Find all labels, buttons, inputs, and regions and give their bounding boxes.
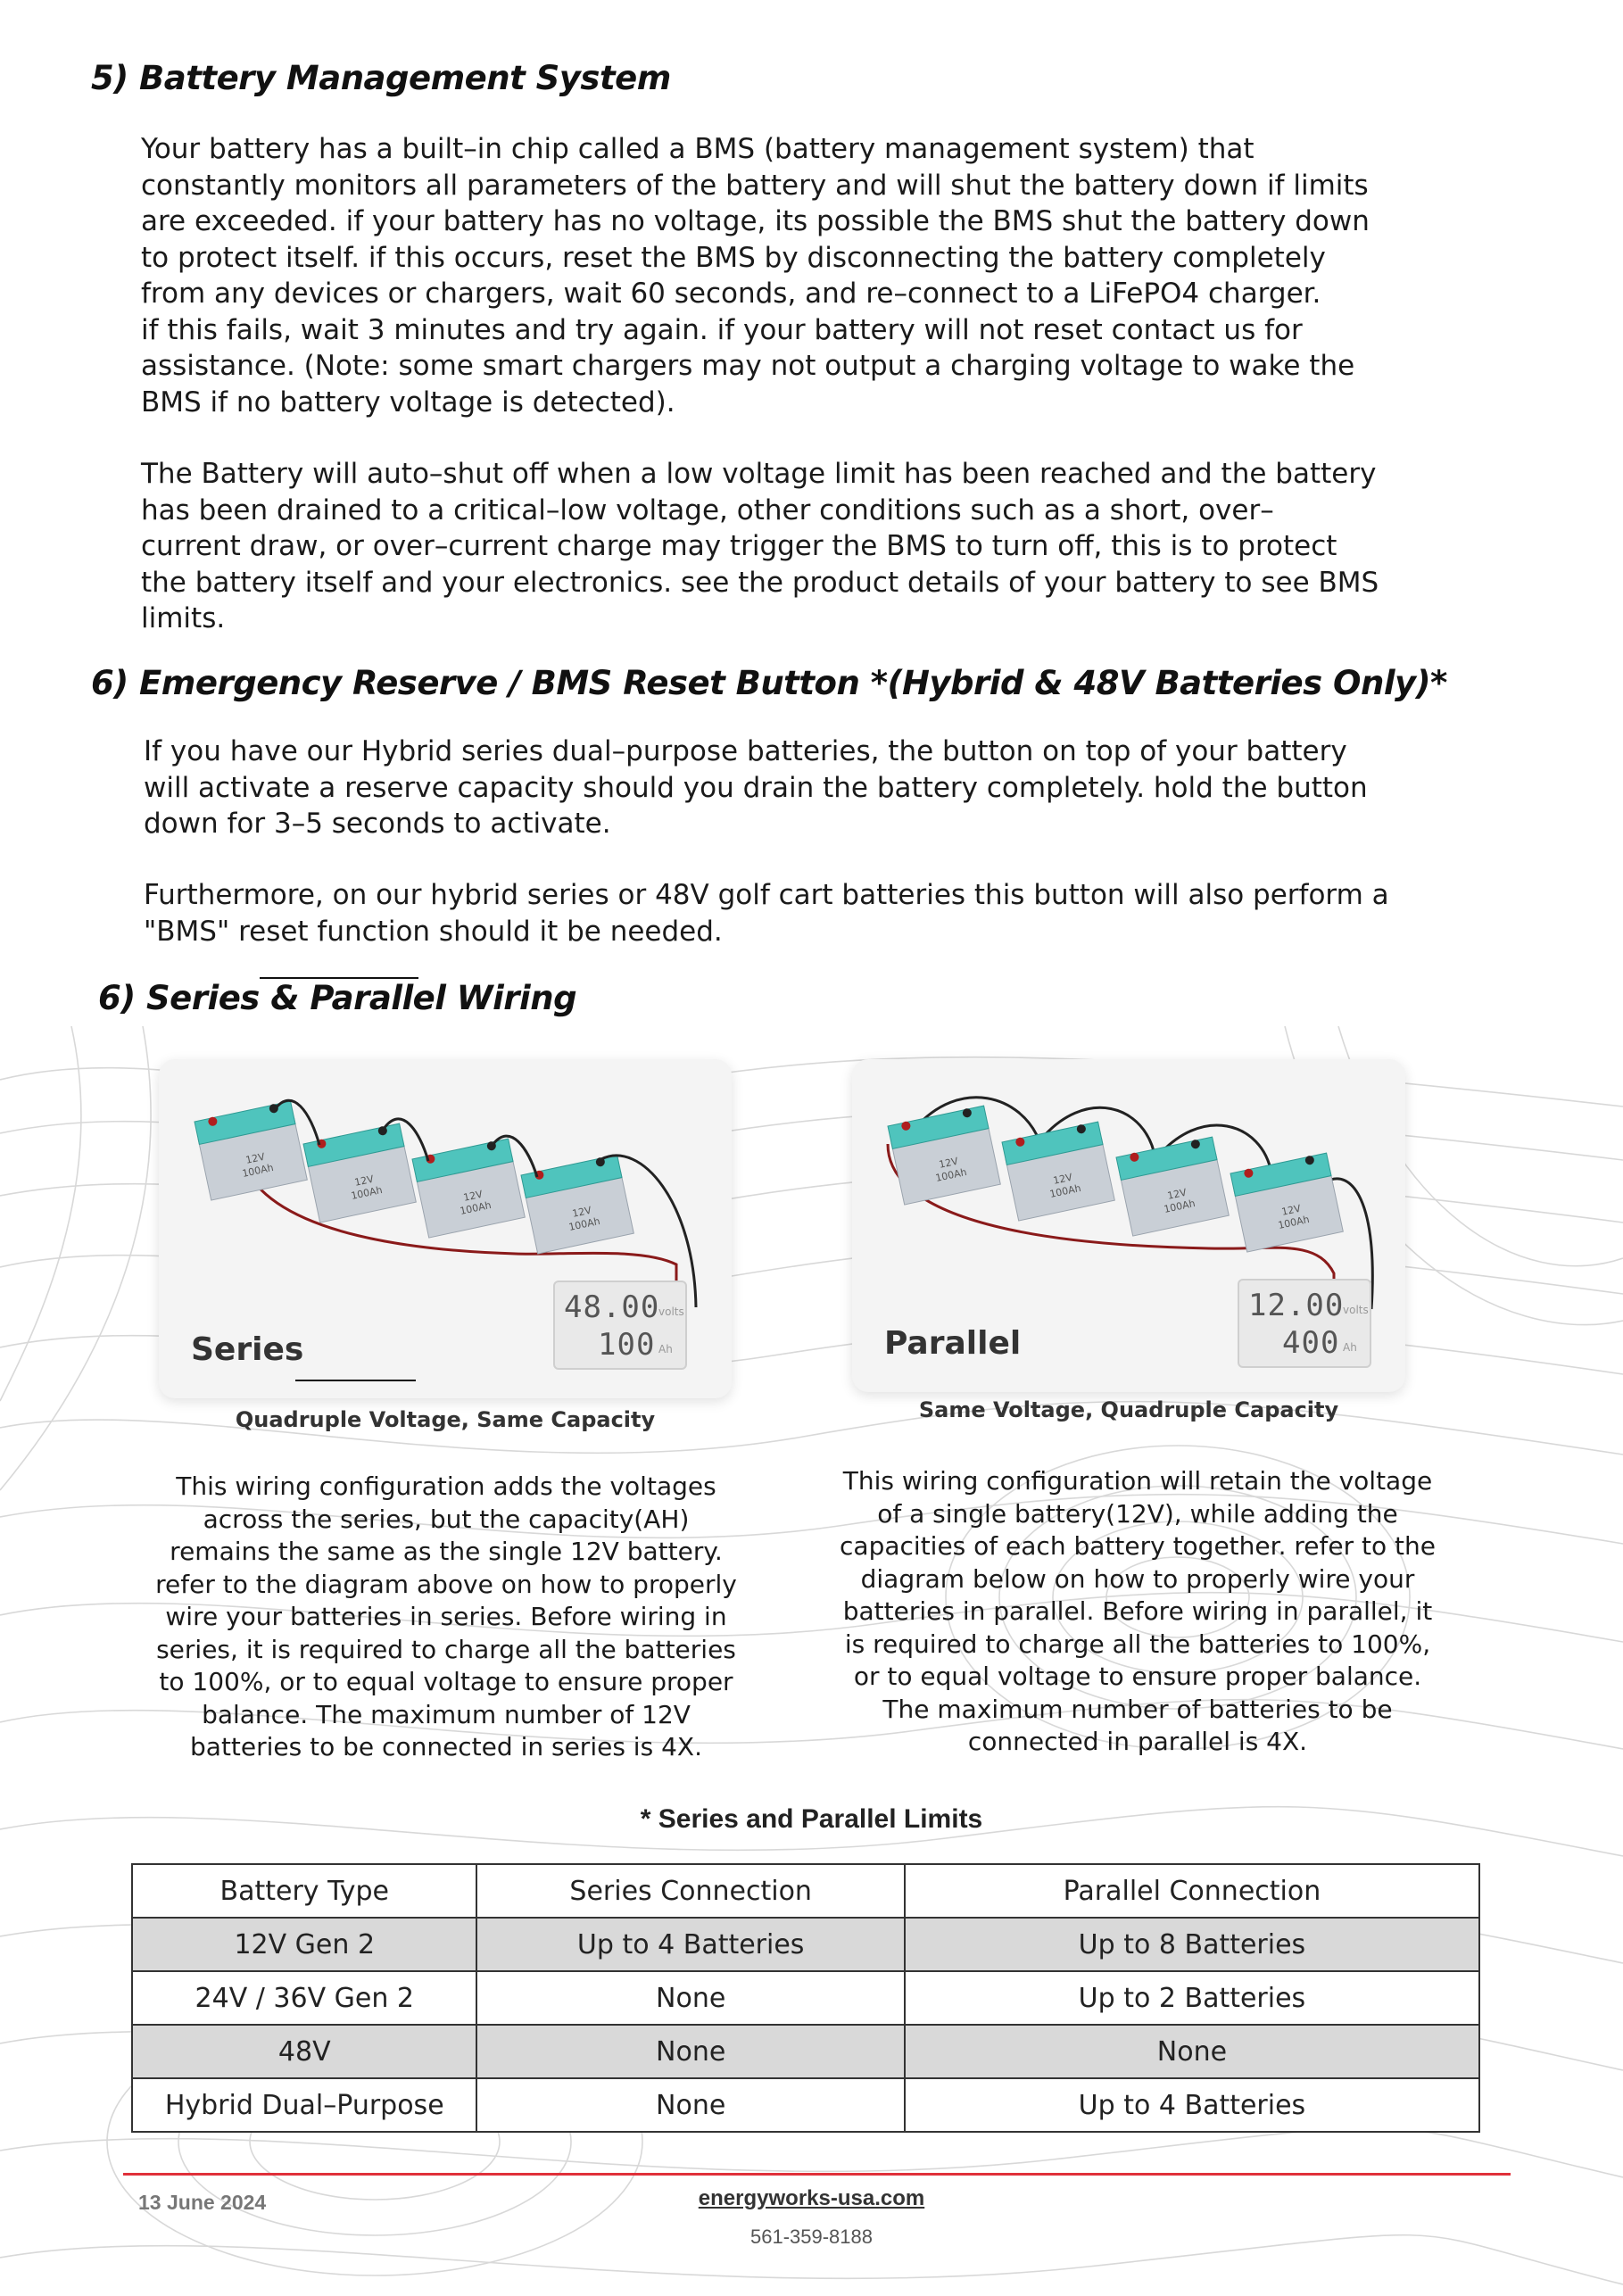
reserve-paragraph-1: If you have our Hybrid series dual–purpose batteries, the button on top of your battery will activate a reserve capacity should you drain the battery completely. hold the button down for 3–5 seconds to activate. [144,735,1368,840]
cell-parallel: Up to 2 Batteries [905,1971,1479,2025]
header-series: Series Connection [476,1864,904,1918]
series-meter-ah-unit: Ah [658,1343,673,1355]
battery-2-voltage: 12V [353,1173,375,1189]
section-6-wiring-heading: 6) Series & Parallel Wiring [98,979,577,1017]
parallel-description: This wiring configuration will retain the voltage of a single battery(12V), while adding the capacities of each battery together. refer to the diagram below on how to properly wire your batteries in parallel. Before wiring in parallel, it is required to charge all the batteries to 100%, or to equal voltage to ensure proper balance. The maximum number of batteries to be connected in parallel is 4X. [840,1466,1436,1756]
battery-1-voltage: 12V [244,1150,266,1166]
table-header-row [132,1864,1479,1918]
p-battery-4 [1230,1152,1344,1252]
p-battery-3-voltage: 12V [1166,1186,1188,1202]
table-row [132,2025,1479,2078]
parallel-caption: Same Voltage, Quadruple Capacity [918,1397,1339,1422]
cell-type: Hybrid Dual–Purpose [132,2078,476,2132]
p-battery-1 [888,1105,1001,1205]
parallel-meter-ah-unit: Ah [1343,1341,1357,1354]
p-battery-4-capacity: 100Ah [1277,1213,1311,1231]
limits-table [131,1863,1480,2133]
p-battery-1-voltage: 12V [938,1155,959,1171]
p-battery-2-capacity: 100Ah [1048,1181,1082,1200]
p-battery-3 [1116,1136,1230,1236]
battery-3-capacity: 100Ah [459,1198,493,1217]
series-label: Series [191,1331,304,1368]
p-battery-1-capacity: 100Ah [934,1165,968,1184]
footer-divider [123,2173,1511,2176]
cell-type: 12V Gen 2 [132,1918,476,1971]
battery-4 [521,1154,634,1254]
battery-2 [303,1123,417,1223]
battery-3 [412,1138,526,1238]
battery-2-capacity: 100Ah [350,1183,384,1202]
table-row [132,1971,1479,2025]
battery-4-voltage: 12V [571,1204,592,1220]
series-caption: Quadruple Voltage, Same Capacity [235,1407,656,1432]
section-6-reserve-heading: 6) Emergency Reserve / BMS Reset Button *(Hybrid & 48V Batteries Only)* [91,664,1447,702]
battery-4-capacity: 100Ah [567,1214,601,1233]
cell-series: None [476,1971,904,2025]
series-meter-volts-unit: volts [658,1305,684,1318]
footer-date: 13 June 2024 [138,2191,267,2214]
series-description: This wiring configuration adds the voltages across the series, but the capacity(AH) remains the same as the single 12V battery. refer to the diagram above on how to properly wire your batteries in series. Before wiring in series, it is required to charge all the batteries to 100%, or to equal voltage to ensure proper balance. The maximum number of 12V batteries to be connected in series is 4X. [155,1471,737,1761]
cell-parallel: Up to 4 Batteries [905,2078,1479,2132]
series-meter [553,1281,687,1370]
cell-type: 48V [132,2025,476,2078]
battery-3-voltage: 12V [462,1188,484,1204]
series-meter-ah: 100 [598,1327,656,1363]
cell-parallel: None [905,2025,1479,2078]
p-battery-2 [1002,1121,1115,1221]
parallel-diagram-card [852,1059,1405,1392]
cell-series: None [476,2025,904,2078]
header-battery-type: Battery Type [132,1864,476,1918]
table-row [132,2078,1479,2132]
reserve-paragraph-2: Furthermore, on our hybrid series or 48V golf cart batteries this button will also perform a "BMS" reset function should it be needed. [144,879,1389,948]
battery-1-capacity: 100Ah [241,1161,275,1180]
series-diagram-card [159,1059,732,1398]
battery-1 [195,1100,308,1200]
p-battery-2-voltage: 12V [1052,1171,1073,1187]
series-underline [295,1380,416,1381]
p-battery-3-capacity: 100Ah [1163,1197,1197,1215]
section-5-heading: 5) Battery Management System [91,59,671,97]
bms-paragraph-1: Your battery has a built–in chip called a BMS (battery management system) that constantly monitors all parameters of the battery and will shut the battery down if limits are exceeded. if your battery has no voltage, its possible the BMS shut the battery down to protect itself. if this occurs, reset the BMS by disconnecting the battery completely from any devices or chargers, wait 60 seconds, and re–connect to a LiFePO4 charger. if this fails, wait 3 minutes and try again. if your battery will not reset contact us for assistance. (Note: some smart chargers may not output a charging voltage to wake the BMS if no battery voltage is detected). [141,133,1370,419]
cell-series: Up to 4 Batteries [476,1918,904,1971]
table-row [132,1918,1479,1971]
footer-website-link[interactable]: energyworks-usa.com [698,2186,925,2210]
bms-paragraph-2: The Battery will auto–shut off when a low voltage limit has been reached and the battery has been drained to a critical–low voltage, other conditions such as a short, over– current draw, or over–current charge may trigger the BMS to turn off, this is to protect the battery itself and your electronics. see the product details of your battery to see BMS limits. [141,458,1379,634]
series-meter-volts: 48.00 [564,1289,660,1325]
parallel-meter [1238,1279,1371,1368]
cell-type: 24V / 36V Gen 2 [132,1971,476,2025]
footer-phone: 561-359-8188 [749,2226,873,2248]
header-parallel: Parallel Connection [905,1864,1479,1918]
parallel-meter-volts: 12.00 [1248,1288,1345,1323]
limits-table-title: * Series and Parallel Limits [640,1804,983,1834]
parallel-meter-ah: 400 [1282,1325,1340,1361]
p-battery-4-voltage: 12V [1280,1202,1302,1218]
parallel-meter-volts-unit: volts [1343,1304,1369,1316]
cell-series: None [476,2078,904,2132]
cell-parallel: Up to 8 Batteries [905,1918,1479,1971]
parallel-label: Parallel [884,1325,1022,1362]
